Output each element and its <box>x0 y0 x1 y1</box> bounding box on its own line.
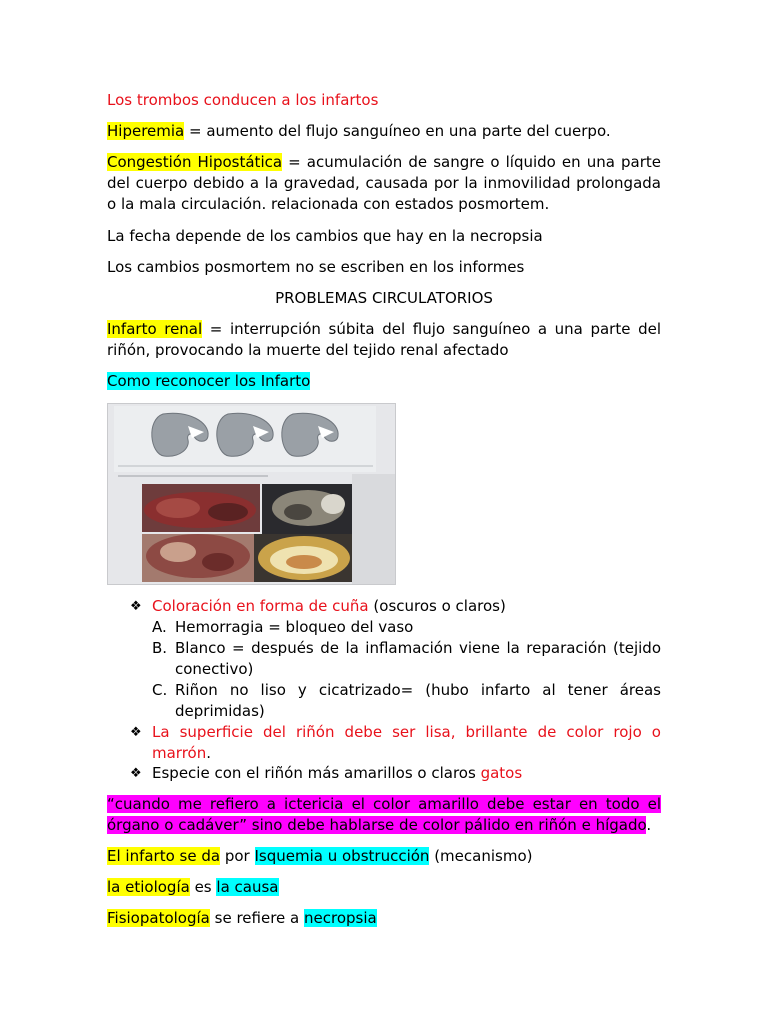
cambios-line: Los cambios posmortem no se escriben en los informes <box>107 258 525 276</box>
etiologia-term: la etiología <box>107 878 190 896</box>
mecanismo-note: (mecanismo) <box>429 847 533 865</box>
sub-c-text: Riñon no liso y cicatrizado= (hubo infarto al tener áreas deprimidas) <box>175 681 661 720</box>
fecha-line: La fecha depende de los cambios que hay en la necropsia <box>107 227 543 245</box>
fisiopatologia-term: Fisiopatología <box>107 909 210 927</box>
title-thrombi: Los trombos conducen a los infartos <box>107 91 379 109</box>
infarto-term: Infarto renal <box>107 320 203 338</box>
bullet-2-red-text: La superficie del riñón debe ser lisa, brillante de color rojo o marrón <box>152 723 661 762</box>
por-word: por <box>220 847 255 865</box>
section-title: PROBLEMAS CIRCULATORIOS <box>275 289 493 307</box>
hiperemia-definition: = aumento del flujo sanguíneo en una parte del cuerpo. <box>184 122 611 140</box>
bullet-2-glyph: ❖ <box>130 725 142 740</box>
como-heading: Como reconocer los Infarto <box>107 372 311 390</box>
hiperemia-line <box>107 121 661 142</box>
necropsia-term: necropsia <box>304 909 377 927</box>
como-line <box>107 371 661 392</box>
bullet-1-rest: (oscuros o claros) <box>368 597 506 615</box>
bullet-3-glyph: ❖ <box>130 766 142 781</box>
infarto-mechanism-line <box>107 846 661 867</box>
es-word: es <box>189 878 217 896</box>
bullet-2-period: . <box>206 744 212 762</box>
bullet-1-red-text: Coloración en forma de cuña <box>152 597 369 615</box>
sub-a-number: A. <box>152 618 167 636</box>
congestion-term: Congestión Hipostática <box>107 153 283 171</box>
kidney-photo <box>107 403 396 585</box>
infarto-definition: = interrupción súbita del flujo sanguíneo a una parte del riñón, provocando la muerte del tejido renal afectado <box>107 320 661 359</box>
se-refiere-a: se refiere a <box>209 909 304 927</box>
isquemia-term: Isquemia u obstrucción <box>254 847 430 865</box>
bullet-1-glyph: ❖ <box>130 599 142 614</box>
bullet-3-main: Especie con el riñón más amarillos o claros <box>152 764 481 782</box>
sub-a-text: Hemorragia = bloqueo del vaso <box>175 618 414 636</box>
ictericia-quote <box>107 794 661 836</box>
la-causa-term: la causa <box>216 878 279 896</box>
hiperemia-term: Hiperemia <box>107 122 185 140</box>
bullet-3-red-text: gatos <box>480 764 523 782</box>
ictericia-quote-text: “cuando me refiero a ictericia el color amarillo debe estar en todo el órgano o cadáver” sino debe hablarse de color pálido en riñón e hígado <box>107 795 661 834</box>
congestion-paragraph <box>107 152 661 215</box>
etiologia-line <box>107 877 661 898</box>
sub-b-number: B. <box>152 639 168 657</box>
fisiopatologia-line <box>107 908 661 929</box>
ictericia-quote-period: . <box>646 816 652 834</box>
infarto-paragraph <box>107 319 661 361</box>
congestion-definition: = acumulación de sangre o líquido en una parte del cuerpo debido a la gravedad, causada por la inmovilidad prolongada o la mala circulación. relacionada con estados posmortem. <box>107 153 661 213</box>
bullet-2-text <box>152 722 661 764</box>
sub-b-text: Blanco = después de la inflamación viene la reparación (tejido conectivo) <box>175 639 661 678</box>
infarto-se-da: El infarto se da <box>107 847 221 865</box>
bullet-1-text <box>152 596 661 617</box>
sub-c-number: C. <box>152 681 168 699</box>
bullet-3-text <box>152 763 661 784</box>
